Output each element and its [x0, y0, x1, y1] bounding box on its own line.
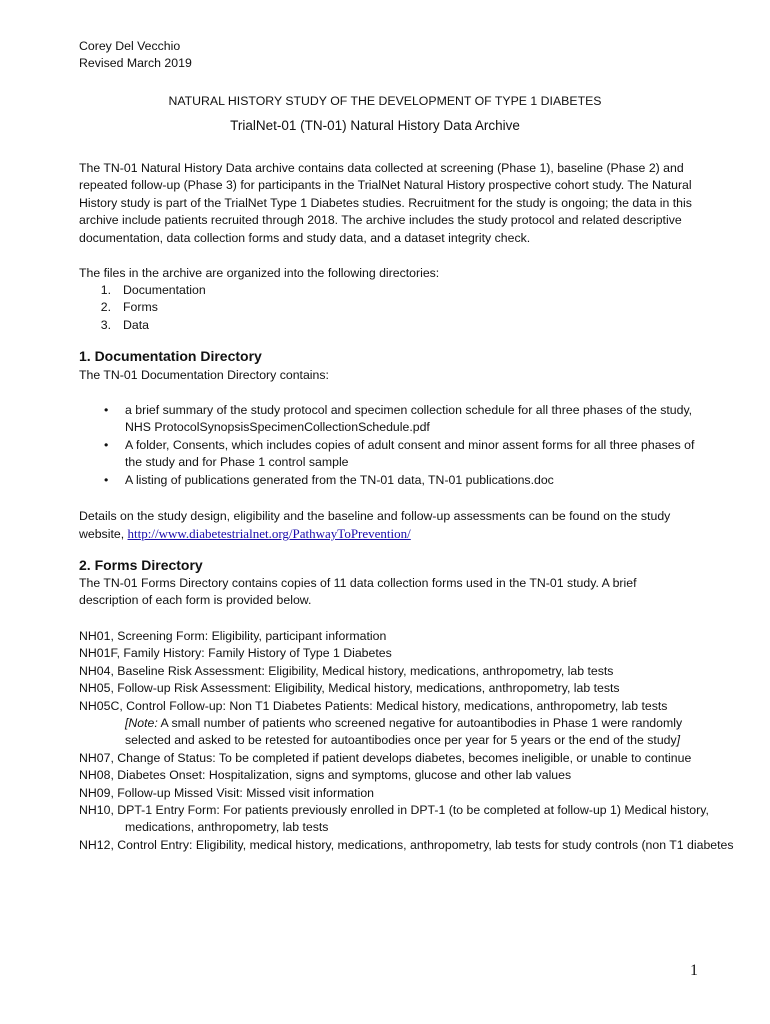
list-item: • A listing of publications generated from the TN-01 data, TN-01 publications.doc: [79, 472, 699, 489]
intro-paragraph: The TN-01 Natural History Data archive contains data collected at screening (Phase 1), baseline (Phase 2) and repeated follow-up (Phase 3) for participants in the TrialNet Natural History prospective cohort study. The Natural History study is part of the TrialNet Type 1 Diabetes studies. Recruitment for the study is ongoing; the data in this archive include patients recruited through 2018. The archive includes the study protocol and related descriptive documentation, data collection forms and study data, and a dataset integrity check.: [79, 161, 692, 245]
form-item-nh07: NH07, Change of Status: To be completed if patient develops diabetes, becomes ineligible, or unable to continue: [79, 750, 692, 765]
forms-list: [79, 628, 745, 854]
list-item: • A folder, Consents, which includes copies of adult consent and minor assent forms for all three phases of the study and for Phase 1 control sample: [104, 437, 695, 470]
form-item-nh01: NH01, Screening Form: Eligibility, participant information: [79, 629, 387, 643]
bullet-icon: •: [104, 403, 109, 417]
document-title: NATURAL HISTORY STUDY OF THE DEVELOPMENT OF TYPE 1 DIABETES: [168, 94, 602, 108]
revised-line: Revised March 2019: [79, 56, 192, 70]
directory-list: [87, 282, 206, 334]
study-website-link[interactable]: http://www.diabetestrialnet.org/PathwayToPrevention/: [127, 526, 411, 542]
documentation-intro: The TN-01 Documentation Directory contains:: [79, 368, 329, 382]
forms-intro: The TN-01 Forms Directory contains copies of 11 data collection forms used in the TN-01 study. A brief description of each form is provided below.: [79, 576, 637, 608]
form-item-nh09: NH09, Follow-up Missed Visit: Missed visit information: [79, 785, 374, 800]
form-item-nh05: NH05, Follow-up Risk Assessment: Eligibility, Medical history, medications, anthropometry, lab tests: [79, 681, 620, 696]
form-item-nh05c: NH05C, Control Follow-up: Non T1 Diabetes Patients: Medical history, medications, anthropometry, lab tests: [79, 698, 668, 713]
documentation-heading: 1. Documentation Directory: [79, 348, 262, 364]
form-item-nh08: NH08, Diabetes Onset: Hospitalization, signs and symptoms, glucose and other lab values: [79, 768, 572, 783]
list-item: 1. Documentation: [100, 283, 206, 297]
form-item-nh04: NH04, Baseline Risk Assessment: Eligibility, Medical history, medications, anthropometry, lab tests: [79, 663, 614, 678]
list-item: 3. Data: [100, 317, 149, 332]
bullet-icon: •: [104, 437, 109, 452]
documentation-bullets: [79, 402, 699, 489]
bullet-icon: •: [104, 472, 109, 487]
page-number: 1: [690, 962, 698, 979]
author-line: Corey Del Vecchio: [79, 39, 181, 53]
form-item-nh01f: NH01F, Family History: Family History of Type 1 Diabetes: [79, 646, 392, 661]
list-item: • a brief summary of the study protocol and specimen collection schedule for all three phases of the study, NHS ProtocolSynopsisSpecimenCollectionSchedule.pdf: [104, 403, 693, 435]
directories-intro: The files in the archive are organized into the following directories:: [79, 266, 440, 280]
details-paragraph: Details on the study design, eligibility and the baseline and follow-up assessments can be found on the study website, http://www.diabetestrialnet.org/PathwayToPrevention/: [79, 509, 671, 542]
form-item-nh10: NH10, DPT-1 Entry Form: For patients previously enrolled in DPT-1 (to be completed at follow-up 1) Medical history, medications, anthropometry, lab tests: [79, 803, 709, 835]
note-block: [Note: A small number of patients who screened negative for autoantibodies in Phase 1 were randomly selected and asked to be retested for autoantibodies once per year for 5 years or the end of the study]: [125, 716, 683, 748]
form-item-nh12: NH12, Control Entry: Eligibility, medical history, medications, anthropometry, lab tests for study controls (non T1 diabetes: [79, 837, 734, 852]
forms-heading: 2. Forms Directory: [79, 557, 203, 573]
list-item: 2. Forms: [100, 300, 158, 315]
document-subtitle: TrialNet-01 (TN-01) Natural History Data Archive: [230, 118, 520, 133]
